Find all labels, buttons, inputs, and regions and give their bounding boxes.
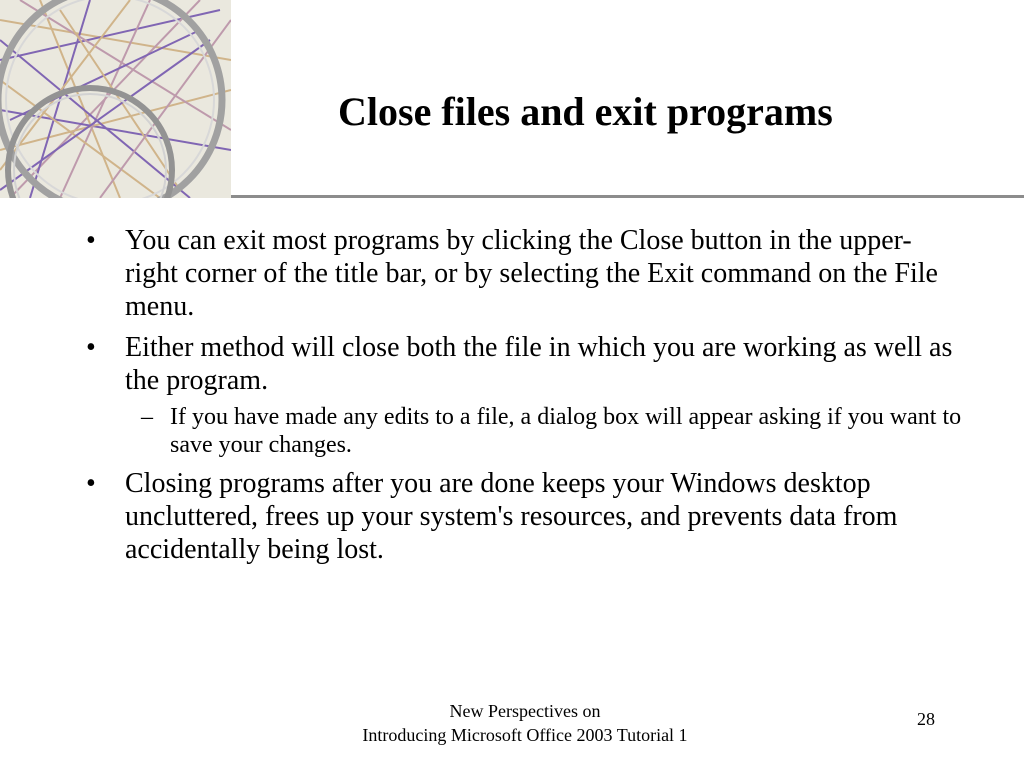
sub-bullet-list <box>125 403 964 459</box>
sub-list-item <box>125 403 964 459</box>
footer-line-2: Introducing Microsoft Office 2003 Tutorial 1 <box>362 725 688 745</box>
footer <box>300 699 750 747</box>
list-item <box>84 467 964 566</box>
bullet-icon: • <box>86 225 96 256</box>
bullet-icon: • <box>86 332 96 363</box>
list-item <box>84 331 964 459</box>
slide-title: Close files and exit programs <box>338 89 833 134</box>
bullet-text: Either method will close both the file in which you are working as well as the program. <box>125 332 953 396</box>
list-item <box>84 224 964 323</box>
sub-bullet-text: If you have made any edits to a file, a dialog box will appear asking if you want to save your changes. <box>170 404 962 458</box>
bullet-icon: • <box>86 468 96 499</box>
page-number: 28 <box>917 709 935 729</box>
bullet-list <box>84 224 964 574</box>
woven-sphere-logo-icon <box>0 0 231 198</box>
dash-icon: – <box>141 404 153 430</box>
title-divider <box>231 195 1024 198</box>
footer-line-1: New Perspectives on <box>449 701 601 721</box>
bullet-text: You can exit most programs by clicking the Close button in the upper-right corner of the title bar, or by selecting the Exit command on the File menu. <box>125 225 938 322</box>
bullet-text: Closing programs after you are done keeps your Windows desktop uncluttered, frees up your system's resources, and prevents data from accidentally being lost. <box>125 468 898 565</box>
